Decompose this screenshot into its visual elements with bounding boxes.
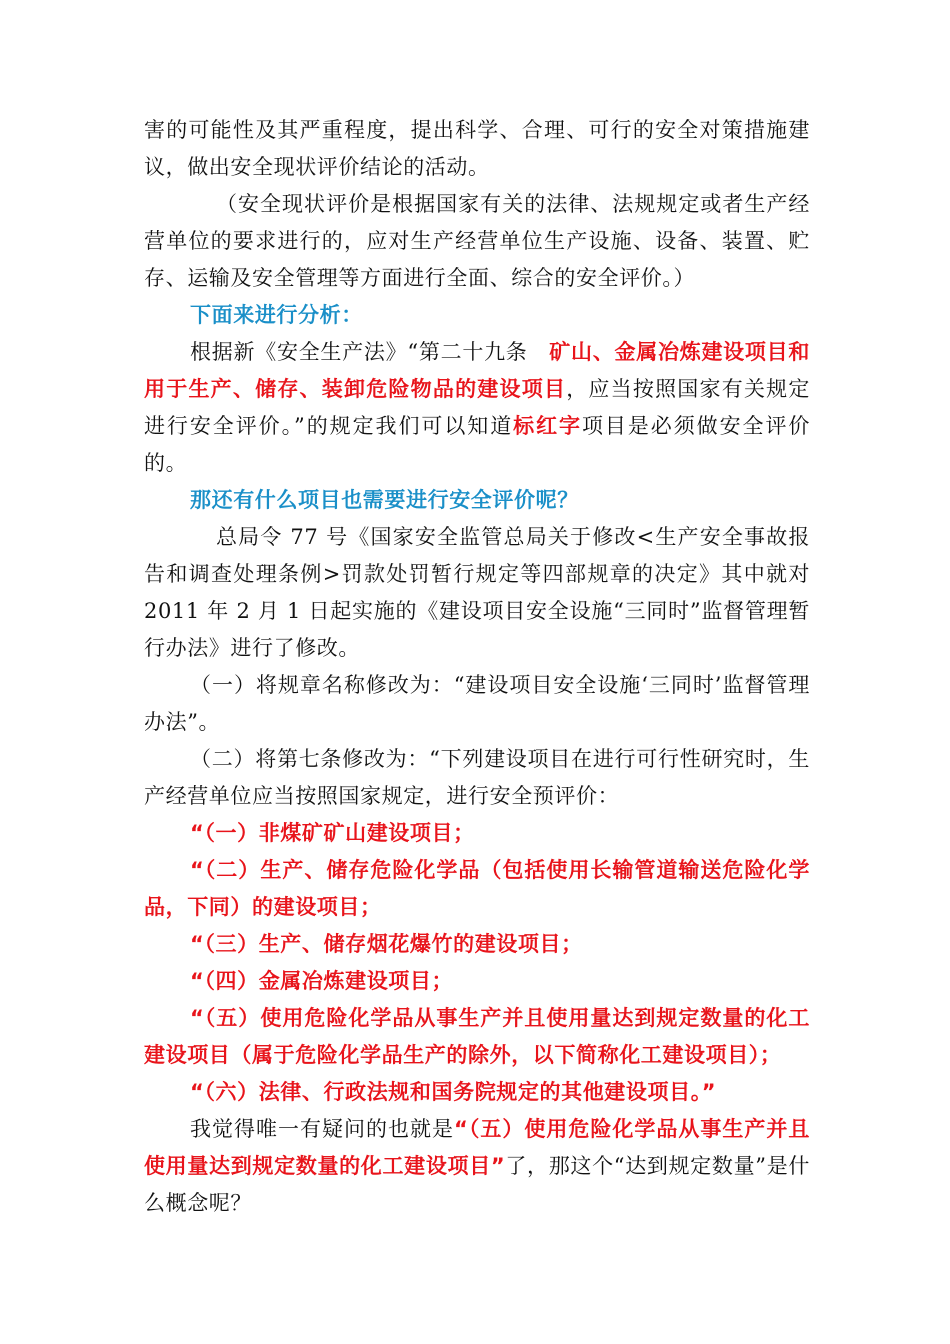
paragraph-3-text-c: 项目是必须做安全评价的。 (144, 414, 810, 475)
paragraph-3 (144, 334, 810, 482)
document-body (144, 112, 810, 1222)
paragraph-4: 总局令 77 号《国家安全监管总局关于修改<生产安全事故报告和调查处理条例>罚款处罚暂行规定等四部规章的决定》其中就对 2011 年 2 月 1 日起实施的《建设项目安全设施“三同时”监督管理暂行办法》进行了修改。 (144, 525, 810, 660)
paragraph-6: （二）将第七条修改为：“下列建设项目在进行可行性研究时，生产经营单位应当按照国家规定，进行安全预评价： (144, 747, 810, 808)
paragraph-7-text-b: 了，那这个“达到规定数量”是什么概念呢？ (144, 1154, 810, 1215)
heading-analysis: 下面来进行分析： (190, 303, 363, 327)
paragraph-3-highlight-2: 标红字 (513, 414, 582, 438)
list-item: “（一）非煤矿矿山建设项目； (190, 821, 475, 845)
list-item: “（三）生产、储存烟花爆竹的建设项目； (190, 932, 583, 956)
paragraph-3-text-a: 根据新《安全生产法》“第二十九条 (190, 340, 550, 364)
paragraph-3-text-b: ，应当按照国家有关规定进行安全评价。”的规定我们可以知道 (144, 377, 810, 438)
heading-question: 那还有什么项目也需要进行安全评价呢？ (190, 488, 579, 512)
paragraph-5: （一）将规章名称修改为：“建设项目安全设施‘三同时’监督管理办法”。 (144, 673, 810, 734)
paragraph-7-highlight: “（五）使用危险化学品从事生产并且使用量达到规定数量的化工建设项目” (144, 1117, 810, 1178)
list-item: “（六）法律、行政法规和国务院规定的其他建设项目。” (190, 1080, 717, 1104)
paragraph-7-text-a: 我觉得唯一有疑问的也就是 (190, 1117, 455, 1141)
paragraph-2: （安全现状评价是根据国家有关的法律、法规规定或者生产经营单位的要求进行的，应对生产经营单位生产设施、设备、装置、贮存、运输及安全管理等方面进行全面、综合的安全评价。） (144, 192, 810, 290)
paragraph-1: 害的可能性及其严重程度，提出科学、合理、可行的安全对策措施建议，做出安全现状评价结论的活动。 (144, 118, 810, 179)
paragraph-7 (144, 1111, 810, 1222)
list-item: “（四）金属冶炼建设项目； (190, 969, 454, 993)
paragraph-3-highlight: 矿山、金属冶炼建设项目和用于生产、储存、装卸危险物品的建设项目 (144, 340, 810, 401)
list-item: “（五）使用危险化学品从事生产并且使用量达到规定数量的化工建设项目（属于危险化学品生产的除外，以下简称化工建设项目）； (144, 1006, 810, 1067)
list-item: “（二）生产、储存危险化学品（包括使用长输管道输送危险化学品，下同）的建设项目； (144, 858, 810, 919)
